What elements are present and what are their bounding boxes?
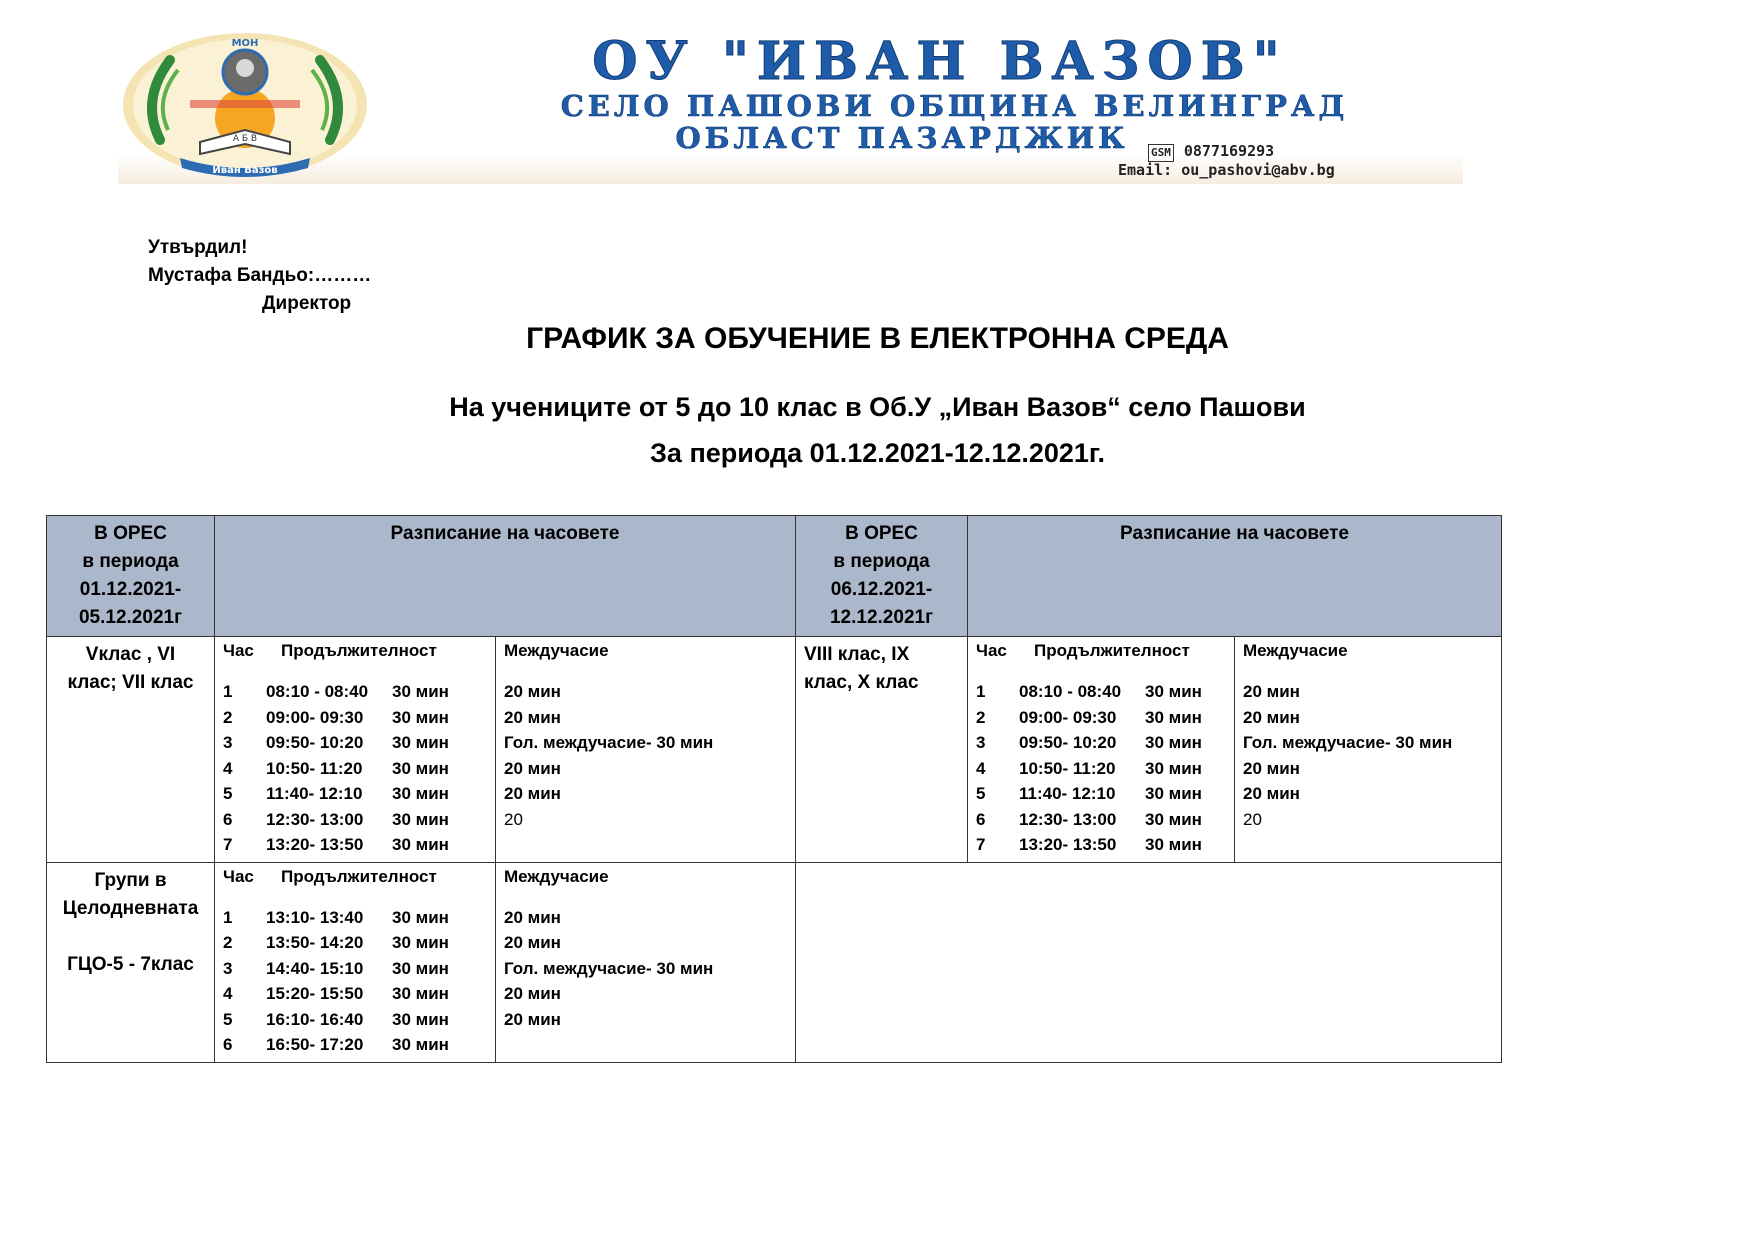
lesson-duration: 30 мин — [1145, 758, 1202, 778]
lesson-time: 09:50- 10:20 — [266, 733, 364, 752]
break-item: 20 мин — [504, 758, 561, 778]
group-label-5-7: Vклас , VI клас; VII клас — [47, 637, 215, 863]
lessons-cell: Час Продължителност 1 13:10- 13:40 30 мин 2 13:50- 14:20 30 мин 3 14:40- 15:10 30 мин 4 15:20- 15:50 30 мин 5 16:10- 16:40 30 мин 6 16:50- 17:20 30 мин — [215, 862, 496, 1062]
break-item: 20 мин — [504, 682, 561, 701]
lesson-number: 3 — [223, 733, 233, 752]
lesson-time: 14:40- 15:10 — [266, 958, 364, 978]
period-2-header: В ОРЕС в периода 06.12.2021- 12.12.2021г — [796, 516, 968, 637]
lesson-duration: 30 мин — [392, 682, 449, 701]
lesson-number: 6 — [223, 1035, 233, 1054]
letterhead — [118, 26, 1463, 184]
break-item: 20 мин — [1243, 682, 1300, 701]
lesson-row — [223, 981, 487, 1007]
break-item: 20 мин — [504, 1009, 561, 1029]
lesson-time: 11:40- 12:10 — [1019, 784, 1116, 803]
lesson-number: 5 — [223, 1009, 233, 1029]
lesson-number: 7 — [976, 835, 986, 854]
lesson-duration: 30 мин — [392, 707, 449, 727]
lesson-duration: 30 мин — [392, 758, 449, 778]
approval-line: Утвърдил! — [148, 237, 248, 258]
lesson-duration: 30 мин — [1145, 784, 1202, 803]
table-row — [47, 862, 1502, 1062]
lesson-time: 10:50- 11:20 — [1019, 758, 1116, 778]
lesson-row — [976, 756, 1226, 782]
lesson-number: 4 — [976, 758, 986, 778]
lesson-number: 2 — [223, 707, 233, 727]
lesson-duration: 30 мин — [392, 984, 449, 1003]
lesson-number: 6 — [976, 809, 986, 829]
lesson-number: 2 — [976, 707, 986, 727]
break-item: Гол. междучасие- 30 мин — [1243, 733, 1453, 752]
lesson-time: 09:00- 09:30 — [1019, 707, 1117, 727]
lesson-row — [976, 807, 1226, 833]
lesson-row — [976, 730, 1226, 756]
table-row — [47, 637, 1502, 863]
lesson-time: 13:20- 13:50 — [266, 835, 364, 854]
school-village: СЕЛО ПАШОВИ ОБЩИНА ВЕЛИНГРАД — [560, 89, 1349, 123]
break-item: 20 мин — [504, 933, 561, 952]
page-subtitle — [0, 384, 1755, 476]
lessons-cell: Час Продължителност 1 08:10 - 08:40 30 мин 2 09:00- 09:30 30 мин 3 09:50- 10:20 30 мин 4 10:50- 11:20 30 мин 5 11:40- 12:10 30 мин 6 12:30- 13:00 30 мин 7 13:20- 13:50 30 мин — [215, 637, 496, 863]
lesson-time: 11:40- 12:10 — [266, 784, 363, 803]
lesson-row — [223, 930, 487, 956]
director-role: Директор — [262, 293, 352, 314]
lesson-number: 1 — [976, 682, 986, 701]
lesson-duration: 30 мин — [392, 809, 449, 829]
lesson-row — [223, 1007, 487, 1033]
break-item: 20 мин — [1243, 784, 1300, 803]
lesson-time: 15:20- 15:50 — [266, 984, 364, 1003]
lesson-number: 3 — [223, 958, 233, 978]
schedule-table — [46, 515, 1502, 1063]
subtitle-students: На учениците от 5 до 10 клас в Об.У „Иван Вазов“ село Пашови — [449, 392, 1306, 422]
gsm-number: 0877169293 — [1183, 142, 1275, 160]
lesson-number: 5 — [223, 784, 233, 803]
lesson-time: 13:20- 13:50 — [1019, 835, 1117, 854]
break-item: 20 — [504, 809, 523, 829]
svg-text:А Б В: А Б В — [232, 134, 258, 144]
lesson-number: 7 — [223, 835, 233, 854]
lesson-duration: 30 мин — [392, 733, 449, 752]
lesson-row — [223, 756, 487, 782]
school-email: Email: ou_pashovi@abv.bg — [1118, 161, 1335, 179]
lesson-number: 3 — [976, 733, 986, 752]
lesson-duration: 30 мин — [392, 784, 449, 803]
lesson-row — [223, 956, 487, 982]
break-item: 20 мин — [1243, 707, 1300, 727]
lesson-row — [223, 705, 487, 731]
schedule-header-2: Разписание на часовете — [968, 516, 1502, 637]
lesson-row — [976, 705, 1226, 731]
lesson-duration: 30 мин — [1145, 733, 1202, 752]
lesson-number: 4 — [223, 758, 233, 778]
school-name: ОУ "ИВАН ВАЗОВ" — [592, 31, 1288, 92]
lesson-duration: 30 мин — [1145, 835, 1202, 854]
lesson-duration: 30 мин — [1145, 682, 1202, 701]
lesson-row — [223, 1032, 487, 1058]
lesson-row — [976, 781, 1226, 807]
lesson-row — [223, 781, 487, 807]
lesson-row — [223, 730, 487, 756]
lesson-number: 4 — [223, 984, 233, 1003]
table-header-row — [47, 516, 1502, 637]
lesson-duration: 30 мин — [392, 907, 449, 927]
lesson-time: 16:50- 17:20 — [266, 1035, 364, 1054]
lessons-cell: Час Продължителност 1 08:10 - 08:40 30 мин 2 09:00- 09:30 30 мин 3 09:50- 10:20 30 мин 4 10:50- 11:20 30 мин 5 11:40- 12:10 30 мин 6 12:30- 13:00 30 мин 7 13:20- 13:50 30 мин — [968, 637, 1235, 863]
breaks-cell: Междучасие 20 мин 20 мин Гол. междучасие- 30 мин 20 мин 20 мин 20 — [496, 637, 796, 863]
lesson-row — [223, 905, 487, 931]
group-label-8-10: VIII клас, IX клас, X клас — [796, 637, 968, 863]
schedule-header-1: Разписание на часовете — [215, 516, 796, 637]
approval-block — [148, 234, 371, 318]
period-1-header: В ОРЕС в периода 01.12.2021- 05.12.2021г — [47, 516, 215, 637]
gsm-label: GSM — [1148, 144, 1174, 162]
breaks-cell: Междучасие 20 мин 20 мин Гол. междучасие- 30 мин 20 мин 20 мин — [496, 862, 796, 1062]
lesson-time: 13:50- 14:20 — [266, 933, 364, 952]
lesson-time: 08:10 - 08:40 — [266, 682, 369, 701]
director-signature-line: Мустафа Бандьо:……… — [148, 265, 372, 286]
lesson-row — [223, 807, 487, 833]
lesson-duration: 30 мин — [392, 958, 449, 978]
lesson-time: 09:50- 10:20 — [1019, 733, 1117, 752]
lesson-row — [223, 679, 487, 705]
svg-text:Иван Вазов: Иван Вазов — [212, 165, 278, 176]
lesson-number: 1 — [223, 907, 233, 927]
breaks-cell: Междучасие 20 мин 20 мин Гол. междучасие- 30 мин 20 мин 20 мин 20 — [1235, 637, 1502, 863]
break-item: 20 мин — [504, 907, 561, 927]
break-item: 20 мин — [504, 707, 561, 727]
page-title: ГРАФИК ЗА ОБУЧЕНИЕ В ЕЛЕКТРОННА СРЕДА — [526, 322, 1229, 355]
break-item: 20 мин — [1243, 758, 1300, 778]
lesson-duration: 30 мин — [392, 835, 449, 854]
break-item: 20 — [1243, 809, 1262, 829]
lesson-number: 1 — [223, 682, 233, 701]
break-item: 20 мин — [504, 984, 561, 1003]
lesson-time: 13:10- 13:40 — [266, 907, 364, 927]
lesson-time: 10:50- 11:20 — [266, 758, 363, 778]
subtitle-period: За периода 01.12.2021-12.12.2021г. — [650, 438, 1105, 468]
lesson-row — [976, 679, 1226, 705]
lesson-number: 2 — [223, 933, 233, 952]
lesson-duration: 30 мин — [1145, 809, 1202, 829]
lesson-time: 08:10 - 08:40 — [1019, 682, 1122, 701]
break-item: 20 мин — [504, 784, 561, 803]
lesson-time: 12:30- 13:00 — [266, 809, 364, 829]
break-item: Гол. междучасие- 30 мин — [504, 958, 714, 978]
empty-cell — [796, 862, 1502, 1062]
lesson-number: 5 — [976, 784, 986, 803]
school-contact — [1118, 143, 1463, 178]
lesson-time: 16:10- 16:40 — [266, 1009, 364, 1029]
lesson-time: 09:00- 09:30 — [266, 707, 364, 727]
svg-text:МОН: МОН — [231, 38, 259, 49]
lesson-duration: 30 мин — [1145, 707, 1202, 727]
lesson-duration: 30 мин — [392, 1035, 449, 1054]
lesson-row — [223, 832, 487, 858]
lesson-duration: 30 мин — [392, 1009, 449, 1029]
school-seal-logo — [120, 30, 370, 180]
lesson-row — [976, 832, 1226, 858]
lesson-number: 6 — [223, 809, 233, 829]
lesson-time: 12:30- 13:00 — [1019, 809, 1117, 829]
school-region: ОБЛАСТ ПАЗАРДЖИК — [675, 121, 1129, 155]
group-label-full-day: Групи в Целодневната ГЦО-5 - 7клас — [47, 862, 215, 1062]
lesson-duration: 30 мин — [392, 933, 449, 952]
break-item: Гол. междучасие- 30 мин — [504, 733, 714, 752]
